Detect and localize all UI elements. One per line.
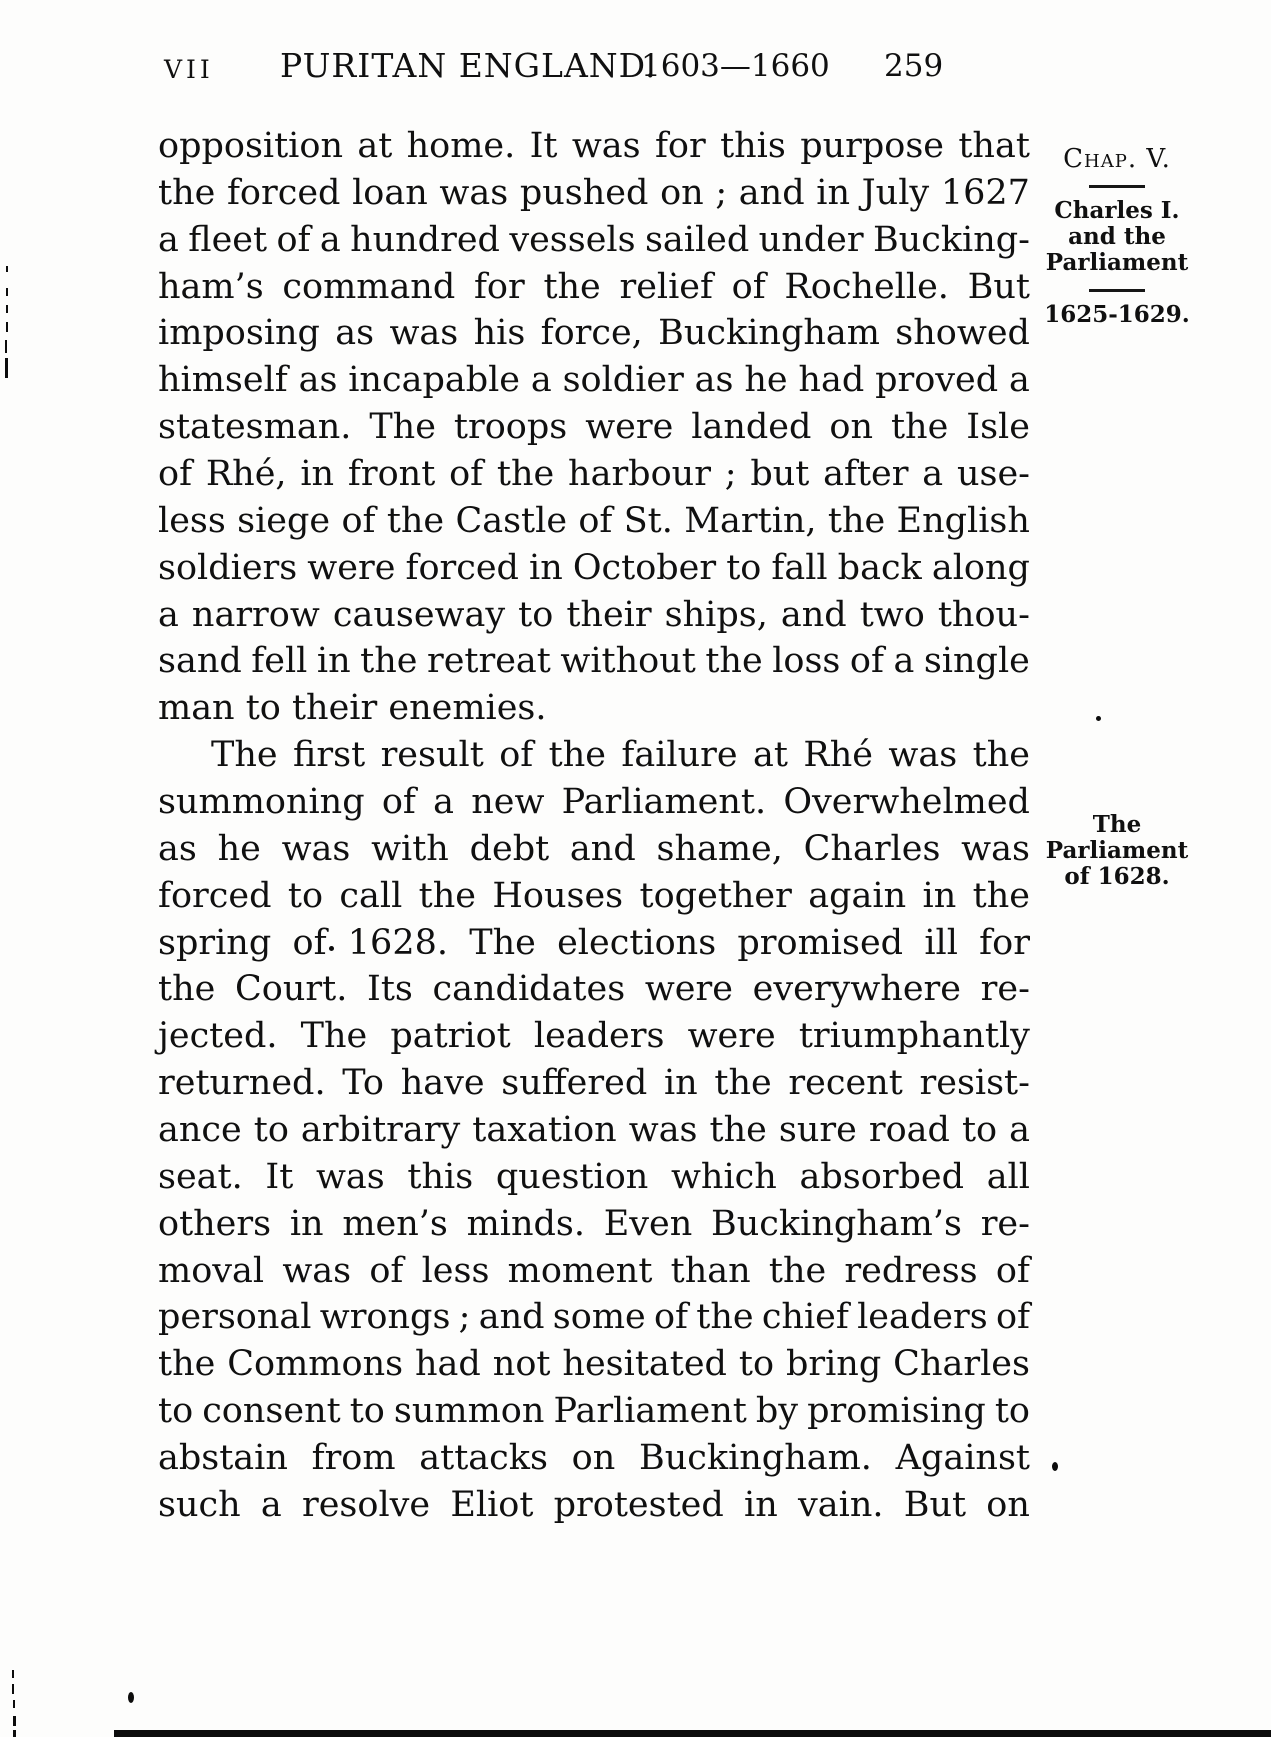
header-running-title: PURITAN ENGLAND. (280, 46, 657, 85)
text-line: a narrow causeway to their ships, and two thou- (158, 594, 1030, 635)
scan-speck (12, 1670, 14, 1678)
scan-speck (1052, 1462, 1058, 1471)
text-line: himself as incapable a soldier as he had proved a (158, 360, 1030, 401)
text-line: moval was of less moment than the redress of (158, 1250, 1030, 1291)
margin-note-line: and the (1068, 223, 1166, 250)
scan-speck (6, 322, 8, 332)
text-line: man to their enemies. (158, 688, 547, 729)
text-line: the Court. Its candidates were everywhere re- (158, 969, 1030, 1010)
text-line: less siege of the Castle of St. Martin, the English (158, 500, 1030, 541)
text-line: The first result of the failure at Rhé was the (211, 735, 1030, 776)
scan-speck (6, 305, 8, 313)
header-chapter-numeral: VII (164, 55, 214, 84)
text-line: returned. To have suffered in the recent resist- (158, 1063, 1030, 1104)
text-line: as he was with debt and shame, Charles was (158, 828, 1030, 869)
scan-speck (128, 1692, 134, 1703)
text-line: others in men’s minds. Even Buckingham’s re- (158, 1203, 1030, 1244)
scan-speck (13, 1700, 15, 1708)
text-line: the Commons had not hesitated to bring Charles (158, 1344, 1030, 1385)
margin-note-line: Parliament (1045, 837, 1189, 864)
scan-edge-artifact (114, 1730, 1271, 1737)
header-page-number: 259 (884, 48, 944, 84)
text-line: opposition at home. It was for this purpose that (158, 126, 1030, 166)
margin-note-line: of 1628. (1064, 863, 1170, 890)
text-line: statesman. The troops were landed on the Isle (158, 407, 1030, 448)
text-line: abstain from attacks on Buckingham. Against (158, 1438, 1030, 1479)
text-line: sand fell in the retreat without the loss of a single (158, 641, 1030, 682)
text-line: of Rhé, in front of the harbour ; but after a use- (158, 454, 1030, 495)
text-line: soldiers were forced in October to fall back along (158, 547, 1030, 588)
scan-speck (5, 340, 7, 353)
text-line: spring of 1628. The elections promised ill for (158, 922, 1030, 963)
scan-speck (13, 1730, 16, 1737)
margin-note-line: Charles I. (1054, 197, 1180, 224)
text-line: seat. It was this question which absorbed all (158, 1156, 1030, 1197)
text-line: such a resolve Eliot protested in vain. But on (158, 1484, 1030, 1525)
margin-note-parliament-1628 (1038, 812, 1196, 890)
text-line: a fleet of a hundred vessels sailed under Bucking- (158, 219, 1030, 260)
scan-speck (1096, 716, 1101, 721)
margin-note-dates: 1625-1629. (1044, 301, 1190, 328)
margin-note-chapter (1038, 146, 1196, 328)
text-line: forced to call the Houses together again in the (158, 875, 1030, 916)
scan-speck (5, 358, 8, 378)
scan-speck (12, 1684, 14, 1694)
text-column (158, 123, 1030, 1529)
margin-note-rule (1089, 185, 1145, 188)
margin-note-line: The (1092, 811, 1142, 838)
margin-note-line: Parliament (1045, 249, 1189, 276)
scan-speck (13, 1716, 16, 1726)
text-line: jected. The patriot leaders were triumphantly (158, 1016, 1030, 1057)
margin-note-rule (1089, 289, 1145, 292)
scan-speck (6, 266, 8, 272)
text-line: personal wrongs ; and some of the chief leaders of (158, 1297, 1030, 1338)
text-line: ance to arbitrary taxation was the sure road to a (158, 1110, 1030, 1151)
text-line: to consent to summon Parliament by promising to (158, 1391, 1030, 1432)
text-line: summoning of a new Parliament. Overwhelmed (158, 782, 1030, 823)
text-line: the forced loan was pushed on ; and in July 1627 (158, 172, 1030, 213)
margin-note-chapter-label: Chap. V. (1063, 144, 1171, 174)
scan-speck (329, 946, 334, 951)
text-line: imposing as was his force, Buckingham showed (158, 313, 1030, 354)
header-date-range: 1603—1660 (641, 48, 830, 84)
scan-speck (6, 288, 8, 296)
text-line: ham’s command for the relief of Rochelle. But (158, 266, 1030, 307)
